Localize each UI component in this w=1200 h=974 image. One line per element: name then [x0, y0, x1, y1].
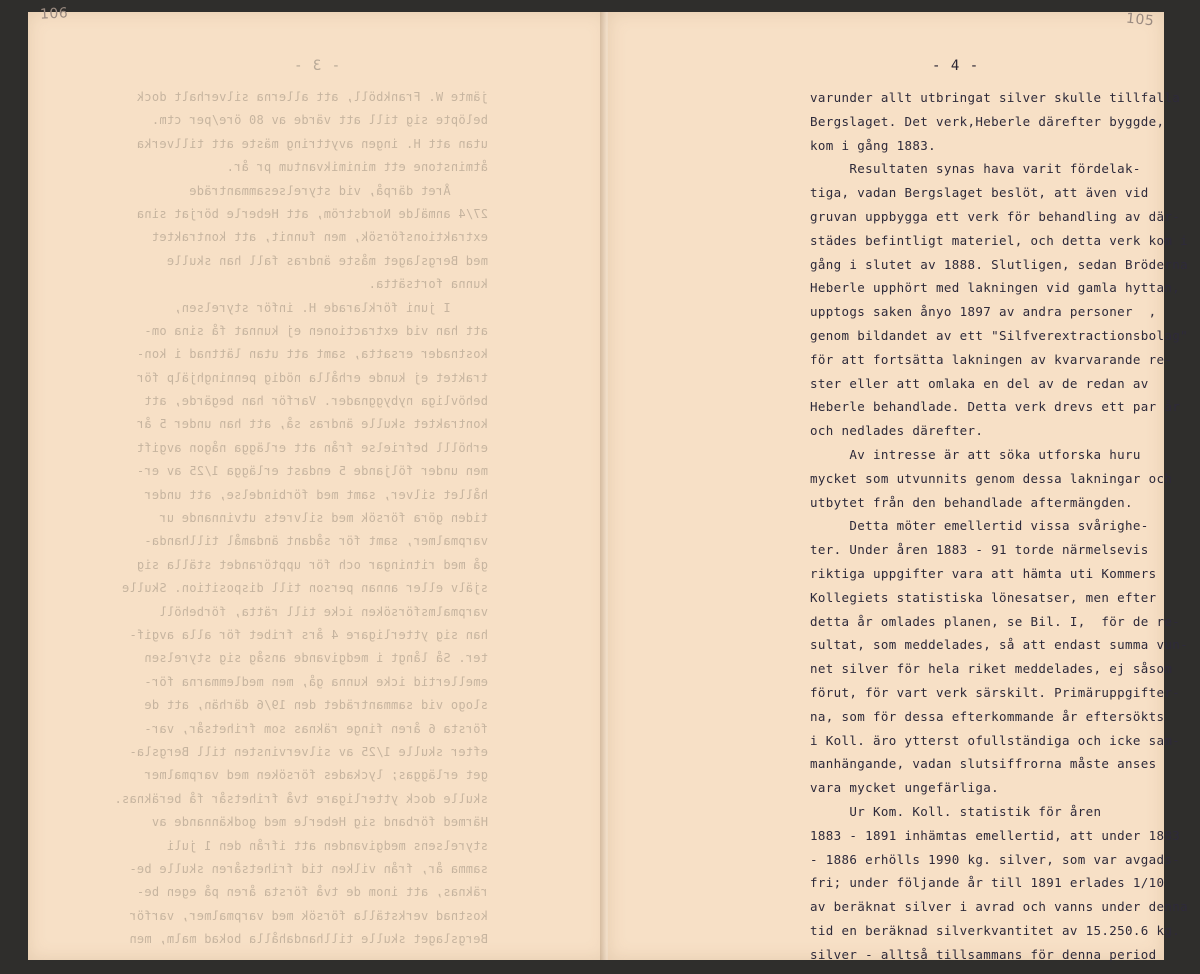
text-line: varunder allt utbringat silver skulle tillfalla: [810, 90, 1181, 105]
text-line: ster eller att omlaka en del av de redan av: [810, 375, 1149, 391]
text-line: upptogs saken ånyo 1897 av andra personer ,: [810, 304, 1157, 320]
text-line: Kollegiets statistiska lönesatser, men efter: [810, 589, 1157, 605]
text-line: Detta möter emellertid vissa svårighe-: [810, 518, 1149, 534]
text-line: genom bildandet av ett "Silfverextractionsbolag": [810, 327, 1189, 343]
text-line: fri; under följande år till 1891 erlades 1/10: [810, 875, 1165, 891]
left-page: [28, 12, 608, 960]
text-line: ter. Under åren 1883 - 91 torde närmelsevis: [810, 542, 1149, 558]
text-line: net silver för hela riket meddelades, ej såsom: [810, 661, 1173, 677]
text-line: Resultaten synas hava varit fördelak-: [810, 161, 1141, 177]
text-line: av beräknat silver i avrad och vanns under denna: [810, 899, 1189, 915]
text-line: riktiga uppgifter vara att hämta uti Kommers: [810, 565, 1157, 581]
text-line: manhängande, vadan slutsiffrorna måste anses: [810, 756, 1157, 772]
text-line: Bergslaget. Det verk,Heberle därefter byggde,: [810, 113, 1165, 129]
text-line: Av intresse är att söka utforska huru: [810, 446, 1141, 462]
text-line: na, som för dessa efterkommande år eftersökts: [810, 708, 1165, 724]
text-line: - 1886 erhölls 1990 kg. silver, som var avgads-: [810, 851, 1181, 867]
text-line: detta år omlades planen, se Bil. I, för de re-: [810, 613, 1181, 629]
text-line: gruvan uppbygga ett verk för behandling av där-: [810, 208, 1181, 224]
text-line: i Koll. äro ytterst ofullständiga och icke sam-: [810, 732, 1181, 748]
text-line: sultat, som meddelades, så att endast summa vun-: [810, 637, 1189, 653]
text-line: tid en beräknad silverkvantitet av 15.250.6 kg.: [810, 922, 1181, 938]
text-line: Heberle upphört med lakningen vid gamla hyttan,: [810, 280, 1181, 296]
text-line: silver - alltså tillsammans för denna period: [810, 946, 1157, 962]
text-line: vara mycket ungefärliga.: [810, 780, 1000, 796]
text-line: utbytet från den behandlade aftermängden.: [810, 494, 1133, 510]
typewritten-text: [810, 86, 1189, 966]
text-line: och nedlades därefter.: [810, 423, 984, 439]
right-page: [608, 12, 1189, 962]
archive-number-right: 105: [1125, 10, 1155, 30]
text-line: städes befintligt materiel, och detta verk kom i: [810, 232, 1189, 248]
text-line: kom i gång 1883.: [810, 137, 937, 153]
bleed-through-text: jämte W. Frankböll, att allerna silverhalt dock belöpte sig till att värde av 80 öre/per ctm. utan att H. ingen avyttring mäste att tillverka åtminstone ett minimikvantum pr år. Året därpå, vid styrelsesammanträde 27/4 anmälde Nordström, att Heberle börjat sina extraktionsförsök, men funnit, att kontraktet med Bergslaget måste ändras fall han skulle kunna fortsätta. I juni förklarade H. inför styrelsen, att han vid extractionen ej kunnat få sina om- kostnader ersatta, samt att utan lättnad i kon- traktet ej kunde erhålla nödig penninghjälp för behövliga nybyggnader. Varför han begärde, att kontraktet skulle ändras så, att han under 5 år erhölll befrielse från att erlägga någon avgift men under följande 5 endast erlägga 1/25 av er- hållet silver, samt med förbindelse, att under tiden göra försök med silvrets utvinnande ur varpmalmer, samt för sådant ändamål tillhanda- gå med ritningar och för upptörandet ställa sig själv eller annan person till disposition. Skulle varpmalmsförsöken icke till rätta, förbehöll han sig ytterligare 4 års fribet för alla avgif- ter. Så långt i medgivande ansåg sig styrelsen emellertid icke kunna gå, men medlemmarna för- slogo vid sammanträdet den 19/6 därhän, att de första 6 åren finge räknas som frihetsår, var- efter skulle 1/25 av silvervinsten till Bergsla- get erläggas; lyckades försöken med varpmalmer skulle dock ytterligare två frihetsår få beräknas. Härmed förband sig Heberle med godkännande av styrelsens medgivanden att ifrån den 1 juli samma år, från vilken tid frihetsåren skulle be- räknas, att inom de två första åren på egen be- kostnad verkställa försök med varpmalmer, varför Bergslaget skulle tillhandahålla bokad malm, men: [114, 90, 488, 947]
text-line: Ur Kom. Koll. statistik för åren: [810, 803, 1102, 819]
text-line: gång i slutet av 1888. Slutligen, sedan Bröderna: [810, 256, 1189, 272]
left-page-number: - 3 -: [293, 58, 341, 74]
text-line: förut, för vart verk särskilt. Primäruppgifter-: [810, 684, 1181, 700]
text-line: 1883 - 1891 inhämtas emellertid, att under 1883: [810, 827, 1181, 843]
text-line: Heberle behandlade. Detta verk drevs ett par år: [810, 399, 1181, 415]
text-line: tiga, vadan Bergslaget beslöt, att även vid: [810, 185, 1149, 201]
archive-number-left: 106: [39, 5, 69, 23]
text-line: mycket som utvunnits genom dessa lakningar och: [810, 470, 1173, 486]
text-line: för att fortsätta lakningen av kvarvarande re-: [810, 351, 1173, 367]
right-page-number: - 4 -: [932, 58, 980, 74]
